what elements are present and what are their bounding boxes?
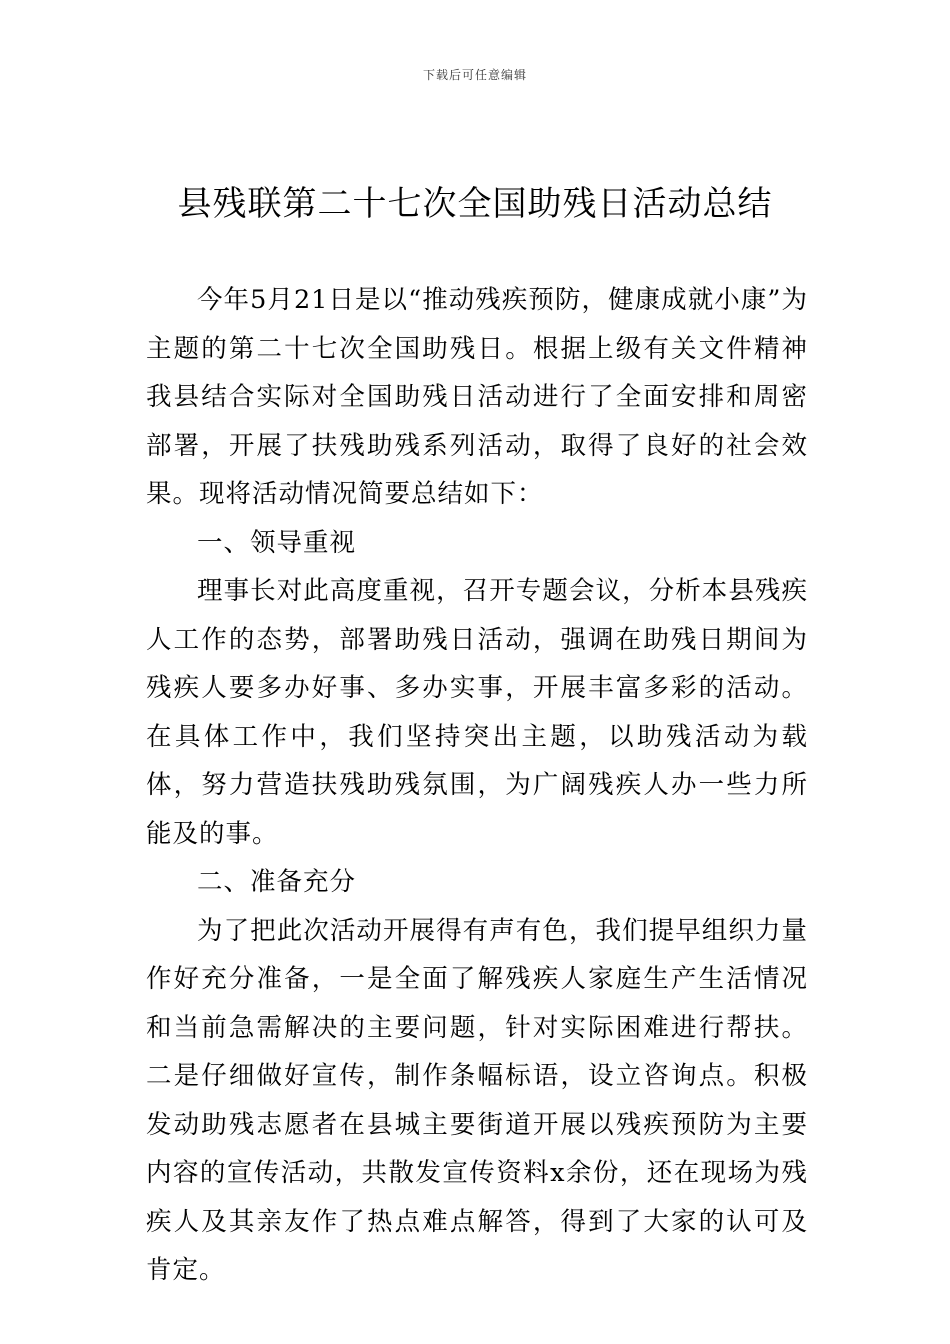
document-title: 县残联第二十七次全国助残日活动总结	[177, 184, 773, 224]
intro-paragraph: 今年5月21日是以“推动残疾预防，健康成就小康”为主题的第二十七次全国助残日。根据上级有关文件精神我县结合实际对全国助残日活动进行了全面安排和周密部署，开展了扶残助残系列活动，取得了良好的社会效果。现将活动情况简要总结如下：	[146, 285, 808, 509]
document-body	[146, 276, 808, 1295]
header-note: 下载后可任意编辑	[422, 68, 527, 82]
preparation-paragraph: 为了把此次活动开展得有声有色，我们提早组织力量作好充分准备，一是全面了解残疾人家庭生产生活情况和当前急需解决的主要问题，针对实际困难进行帮扶。二是仔细做好宣传，制作条幅标语，设立咨询点。积极发动助残志愿者在县城主要街道开展以残疾预防为主要内容的宣传活动，共散发宣传资料x余份，还在现场为残疾人及其亲友作了热点难点解答，得到了大家的认可及肯定。	[146, 915, 808, 1285]
section-heading-leadership: 一、领导重视	[197, 527, 357, 558]
section-heading-preparation: 二、准备充分	[197, 867, 357, 897]
leadership-paragraph: 理事长对此高度重视，召开专题会议，分析本县残疾人工作的态势，部署助残日活动，强调在助残日期间为残疾人要多办好事、多办实事，开展丰富多彩的活动。在具体工作中，我们坚持突出主题，以助残活动为载体，努力营造扶残助残氛围，为广阔残疾人办一些力所能及的事。	[146, 576, 808, 849]
